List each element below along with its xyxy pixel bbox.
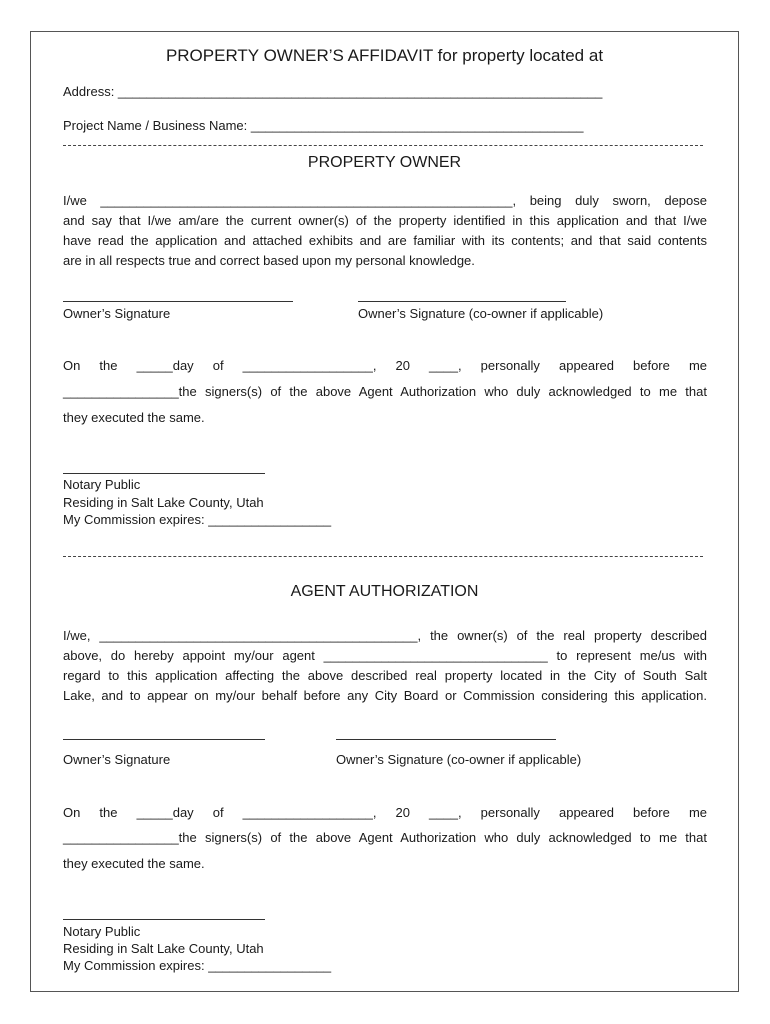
notary-public-label: Notary Public (63, 477, 141, 492)
coowner-signature-line (336, 739, 556, 740)
section-divider (63, 145, 703, 146)
notary-line: On the _____day of __________________, 20 ____, personally appeared before me (63, 358, 707, 373)
owner-paragraph-line: and say that I/we am/are the current owner(s) of the property identified in this application and that I/we (63, 213, 707, 228)
coowner-signature-line (358, 301, 566, 302)
notary-line: ________________the signers(s) of the above Agent Authorization who duly acknowledged to me that (63, 830, 707, 845)
address-field: Address: ___________________________________________________________________ (63, 84, 603, 99)
notary-signature-line (63, 919, 265, 920)
owner-signature-label: Owner’s Signature (63, 752, 171, 767)
property-owner-heading: PROPERTY OWNER (307, 154, 462, 171)
coowner-signature-label: Owner’s Signature (co-owner if applicable) (358, 306, 604, 321)
notary-signature-line (63, 473, 265, 474)
agent-paragraph-line: regard to this application affecting the above described real property located in the City of South Salt (63, 668, 707, 683)
notary-public-label: Notary Public (63, 924, 141, 939)
agent-paragraph-line: Lake, and to appear on my/our behalf before any City Board or Commission considering this application. (63, 688, 707, 703)
notary-line: they executed the same. (63, 856, 205, 871)
owner-paragraph-line: are in all respects true and correct based upon my personal knowledge. (63, 253, 475, 268)
agent-authorization-heading: AGENT AUTHORIZATION (290, 583, 479, 600)
project-name-field: Project Name / Business Name: ______________________________________________ (63, 118, 584, 133)
owner-signature-line (63, 301, 293, 302)
owner-paragraph-line: have read the application and attached exhibits and are familiar with its contents; and that said contents (63, 233, 707, 248)
agent-paragraph-line: I/we, ____________________________________________, the owner(s) of the real property described (63, 628, 707, 643)
agent-paragraph-line: above, do hereby appoint my/our agent _______________________________ to represent me/us with (63, 648, 707, 663)
owner-signature-label: Owner’s Signature (63, 306, 171, 321)
document-title: PROPERTY OWNER’S AFFIDAVIT for property located at (165, 46, 604, 65)
notary-commission-label: My Commission expires: _________________ (63, 512, 332, 527)
coowner-signature-label: Owner’s Signature (co-owner if applicable) (336, 752, 582, 767)
owner-paragraph-line: I/we _________________________________________________________, being duly sworn, depose (63, 193, 707, 208)
notary-line: On the _____day of __________________, 20 ____, personally appeared before me (63, 805, 707, 820)
notary-residing-label: Residing in Salt Lake County, Utah (63, 495, 264, 510)
notary-line: they executed the same. (63, 410, 205, 425)
notary-line: ________________the signers(s) of the above Agent Authorization who duly acknowledged to me that (63, 384, 707, 399)
owner-signature-line (63, 739, 265, 740)
notary-commission-label: My Commission expires: _________________ (63, 958, 332, 973)
section-divider (63, 556, 703, 557)
notary-residing-label: Residing in Salt Lake County, Utah (63, 941, 264, 956)
